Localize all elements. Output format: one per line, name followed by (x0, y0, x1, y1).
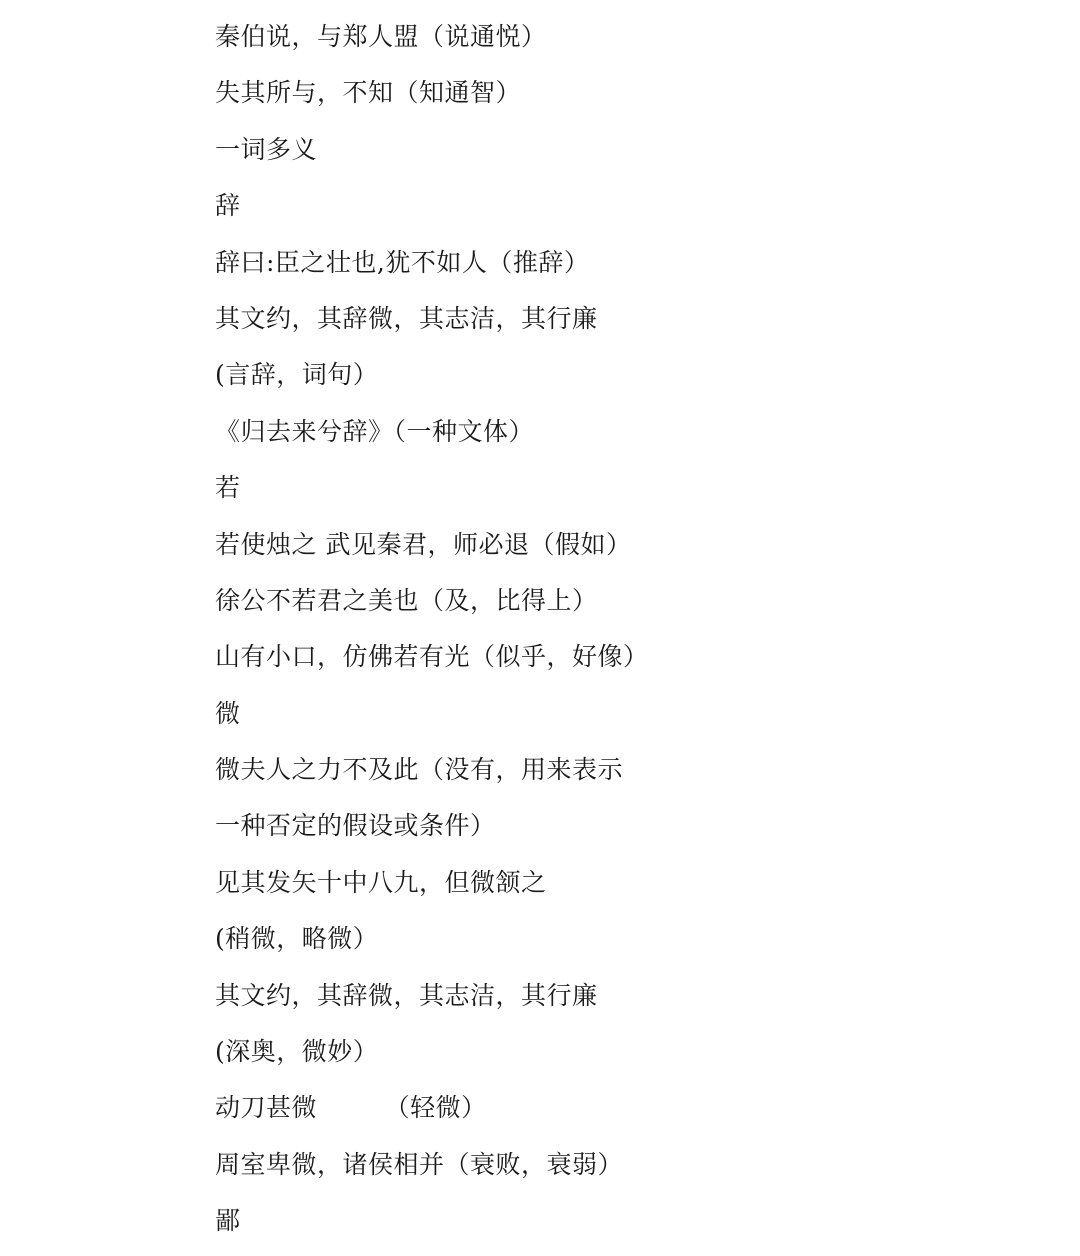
text-line: (深奥，微妙） (215, 1037, 379, 1067)
text-line: 微夫人之力不及此（没有，用来表示 (215, 755, 624, 785)
document-body (215, 15, 1055, 1256)
text-line: 若使烛之 武见秦君，师必退（假如） (215, 529, 632, 559)
text-line: 一种否定的假设或条件） (215, 811, 496, 841)
word-heading: 若 (215, 473, 241, 503)
word-heading: 辞 (215, 191, 241, 221)
text-line: 其文约，其辞微，其志洁，其行廉 (215, 980, 598, 1010)
text-line: 秦伯说，与郑人盟（说通悦） (215, 22, 547, 51)
text-line: 周室卑微，诸侯相并（衰败，衰弱） (215, 1149, 624, 1179)
text-line: 动刀甚微 （轻微） (215, 1093, 487, 1123)
text-line: (稍微，略微） (215, 924, 379, 954)
section-heading: 一词多义 (215, 134, 318, 164)
word-heading: 微 (215, 698, 241, 728)
text-line: 其文约，其辞微，其志洁，其行廉 (215, 303, 598, 333)
text-line: 辞曰:臣之壮也,犹不如人（推辞） (215, 247, 590, 277)
text-line: 《归去来兮辞》（一种文体） (215, 416, 535, 446)
text-line: (言辞，词句） (215, 360, 379, 390)
text-line: 山有小口，仿佛若有光（似乎，好像） (215, 642, 649, 672)
text-line: 失其所与，不知（知通智） (215, 78, 522, 108)
text-line: 徐公不若君之美也（及，比得上） (215, 585, 598, 615)
text-line: 见其发矢十中八九，但微颔之 (215, 867, 547, 897)
word-heading: 鄙 (215, 1206, 241, 1236)
